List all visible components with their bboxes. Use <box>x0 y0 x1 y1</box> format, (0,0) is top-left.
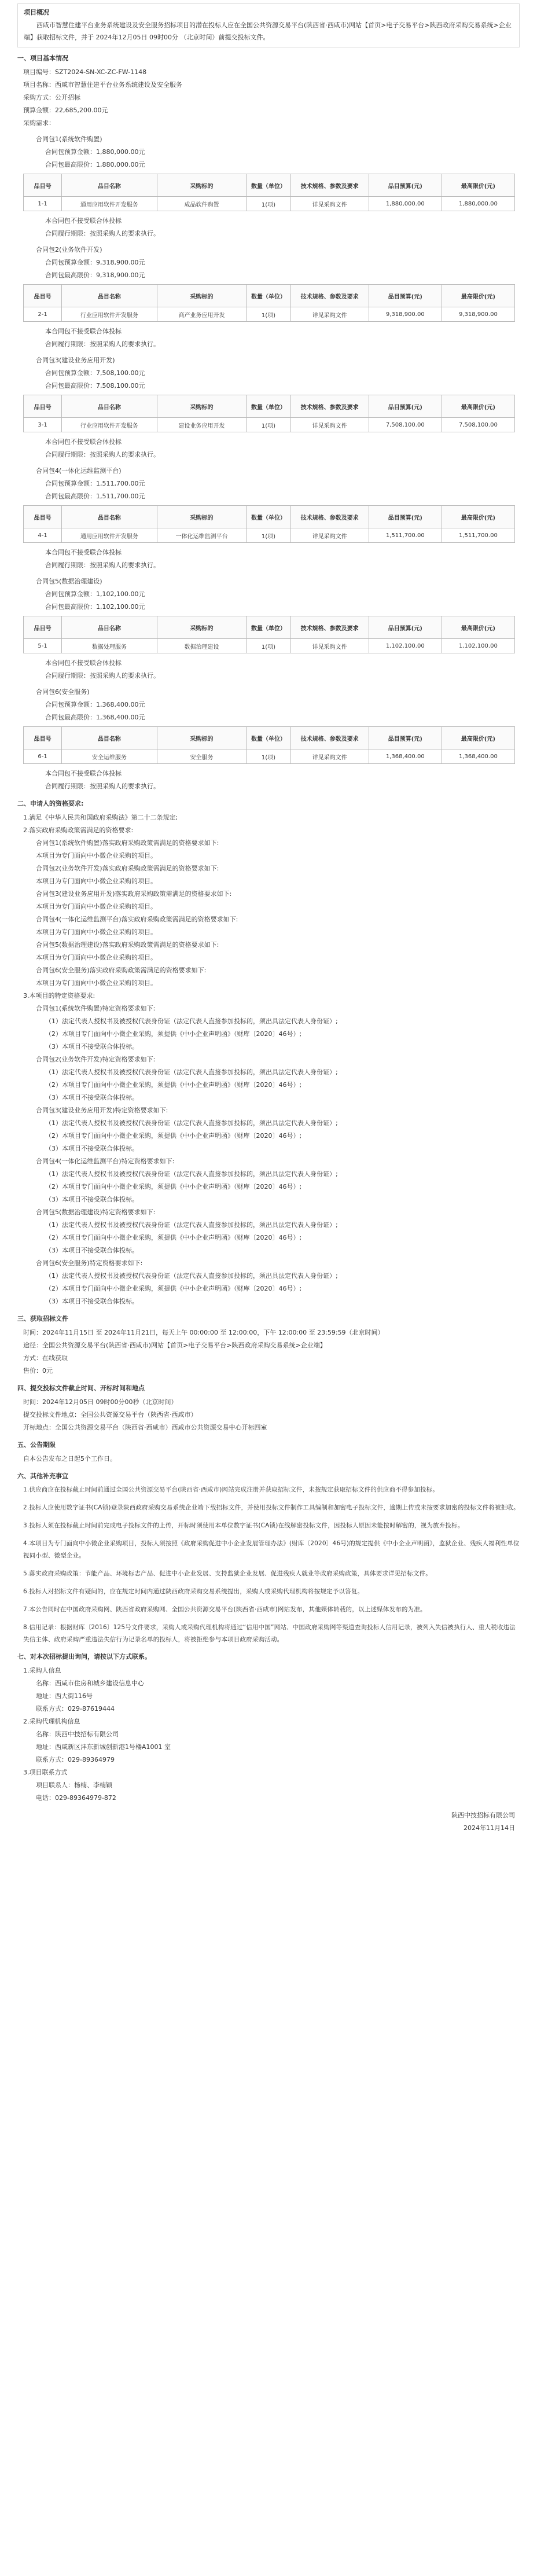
qualification-line: 合同包2(业务软件开发)特定资格要求如下: <box>36 1056 156 1063</box>
column-header: 品目名称 <box>62 285 157 307</box>
column-header: 数量（单位） <box>247 285 290 307</box>
column-header: 品目号 <box>24 174 62 197</box>
table-cell: 5-1 <box>24 639 62 653</box>
table-cell: 1,102,100.00 <box>369 639 442 653</box>
column-header: 品目名称 <box>62 395 157 418</box>
lot-table <box>23 726 515 764</box>
qualification-line: 合同包6(安全服务)落实政府采购政策需满足的资格要求如下: <box>36 967 207 974</box>
table-cell: 行业应用软件开发服务 <box>62 418 157 432</box>
section-5-title: 五、公告期限 <box>17 1441 56 1449</box>
qualification-line: 合同包2(业务软件开发)落实政府采购政策需满足的资格要求如下: <box>36 865 219 872</box>
lot-table <box>23 616 515 653</box>
column-header: 技术规格、参数及要求 <box>290 506 369 528</box>
qualification-line: （2）本项目专门面向中小微企业采购，须提供《中小企业声明函》（财库〔2020〕46号）; <box>45 1234 302 1241</box>
column-header: 采购标的 <box>157 285 247 307</box>
qualification-line: （1）法定代表人授权书及被授权代表身份证（法定代表人直接参加投标的，须出具法定代表人身份证）; <box>45 1170 338 1178</box>
supplement-paragraph: 3.投标人须在投标截止时间前完成电子投标文件的上传，开标时须使用本单位数字证书(CA锁)在线解密投标文件，因投标人原因未能按时解密的，视为放弃投标。 <box>23 1522 464 1529</box>
column-header: 品目号 <box>24 285 62 307</box>
qualification-line: 本项目为专门面向中小微企业采购的项目。 <box>36 928 157 936</box>
supplement-paragraph: 2.投标人应使用数字证书(CA锁)登录陕西政府采购交易系统企业端下载招标文件，并使用投标文件制作工具编制和加密电子投标文件，逾期上传或未按要求加密的投标文件将被拒收。 <box>23 1504 520 1511</box>
qualification-line: 合同包3(建设业务应用开发)落实政府采购政策需满足的资格要求如下: <box>36 890 232 898</box>
lot-cap: 合同包最高限价：1,102,100.00元 <box>45 603 145 611</box>
table-cell: 9,318,900.00 <box>442 307 514 322</box>
table-header-row <box>24 174 515 197</box>
footer-org: 陕西中技招标有限公司 <box>451 1811 515 1819</box>
qualification-line: （3）本项目不接受联合体投标。 <box>45 1247 138 1254</box>
qualification-line: 本项目为专门面向中小微企业采购的项目。 <box>36 852 157 859</box>
column-header: 技术规格、参数及要求 <box>290 285 369 307</box>
footer-date: 2024年11月14日 <box>464 1824 515 1832</box>
table-cell: 一体化运维监测平台 <box>157 528 247 543</box>
section-1-title: 一、项目基本情况 <box>17 54 68 62</box>
supplement-paragraph: 7.本公告同时在中国政府采购网、陕西省政府采购网、全国公共资源交易平台(陕西省·西咸市)网站发布，其他媒体转载的，以上述媒体发布的为准。 <box>23 1606 426 1613</box>
table-cell: 安全服务 <box>157 749 247 764</box>
lot-table <box>23 505 515 543</box>
purchaser-name: 名称：西咸市住房和城乡建设信息中心 <box>36 1680 144 1687</box>
qualification-line: （2）本项目专门面向中小微企业采购，须提供《中小企业声明函》（财库〔2020〕46号）; <box>45 1132 302 1140</box>
table-cell: 成品软件购置 <box>157 197 247 211</box>
open-place: 开标地点：全国公共资源交易平台（陕西省·西咸市）西咸市公共资源交易中心开标四室 <box>23 1424 267 1431</box>
agent-address: 地址：西咸新区沣东新城创新港1号楼A1001 室 <box>36 1743 171 1751</box>
lot-name: 合同包2(业务软件开发) <box>36 246 102 253</box>
qualification-line: 合同包5(数据治理建设)落实政府采购政策需满足的资格要求如下: <box>36 941 219 949</box>
qualification-line: 本项目为专门面向中小微企业采购的项目。 <box>36 877 157 885</box>
qualification-line: （2）本项目专门面向中小微企业采购，须提供《中小企业声明函》（财库〔2020〕46号）; <box>45 1030 302 1038</box>
table-cell: 1(项) <box>247 639 290 653</box>
contact-heading: 3.项目联系方式 <box>23 1769 68 1776</box>
column-header: 数量（单位） <box>247 506 290 528</box>
lot-term: 合同履行期限：按照采购人的要求执行。 <box>45 451 160 458</box>
agent-heading: 2.采购代理机构信息 <box>23 1718 80 1725</box>
column-header: 品目号 <box>24 395 62 418</box>
column-header: 数量（单位） <box>247 616 290 639</box>
table-cell: 9,318,900.00 <box>369 307 442 322</box>
lot-cap: 合同包最高限价：1,880,000.00元 <box>45 161 145 168</box>
column-header: 采购标的 <box>157 616 247 639</box>
column-header: 数量（单位） <box>247 727 290 749</box>
qualification-line: （2）本项目专门面向中小微企业采购，须提供《中小企业声明函》（财库〔2020〕46号）; <box>45 1285 302 1292</box>
table-cell: 商产业务应用开发 <box>157 307 247 322</box>
contact-phone: 电话：029-89364979-872 <box>36 1794 116 1802</box>
table-cell: 1,880,000.00 <box>369 197 442 211</box>
supplement-paragraph: 5.落实政府采购政策：节能产品、环境标志产品、促进中小企业发展、支持监狱企业发展、促进残疾人就业等政府采购政策，具体要求详见招标文件。 <box>23 1570 432 1577</box>
lot-term: 合同履行期限：按照采购人的要求执行。 <box>45 230 160 237</box>
table-row <box>24 197 515 211</box>
lot-term: 合同履行期限：按照采购人的要求执行。 <box>45 782 160 790</box>
table-cell: 1(项) <box>247 418 290 432</box>
supplement-paragraph: 8.信用记录：根据财库〔2016〕125号文件要求，采购人或采购代理机构将通过“信用中国”网站、中国政府采购网等渠道查询投标人信用记录，被列入失信被执行人、重大税收违法失信主体、政府采购严重违法失信行为记录名单的投标人，将被拒绝参与本项目政府采购活动。 <box>23 1624 516 1643</box>
lots-container <box>17 133 520 793</box>
table-cell: 1,368,400.00 <box>442 749 514 764</box>
qualification-line: （3）本项目不接受联合体投标。 <box>45 1298 138 1305</box>
purchase-requirement: 采购需求： <box>23 119 55 127</box>
project-name: 项目名称：西咸市智慧住建平台业务系统建设及安全服务 <box>23 81 182 89</box>
column-header: 最高限价(元) <box>442 616 514 639</box>
table-row <box>24 749 515 764</box>
table-cell: 详见采购文件 <box>290 307 369 322</box>
purchaser-phone: 联系方式：029-87619444 <box>36 1705 115 1713</box>
column-header: 最高限价(元) <box>442 727 514 749</box>
qualification-line: 本项目为专门面向中小微企业采购的项目。 <box>36 979 157 987</box>
deadline-time: 时间：2024年12月05日 09时00分00秒（北京时间） <box>23 1398 178 1406</box>
supplement-paragraph: 6.投标人对招标文件有疑问的，应在规定时间内通过陕西政府采购交易系统提出，采购人或采购代理机构将按规定予以答复。 <box>23 1588 364 1595</box>
table-header-row <box>24 727 515 749</box>
column-header: 技术规格、参数及要求 <box>290 616 369 639</box>
column-header: 采购标的 <box>157 395 247 418</box>
lot-consortium: 本合同包不接受联合体投标 <box>45 770 122 777</box>
column-header: 技术规格、参数及要求 <box>290 395 369 418</box>
column-header: 数量（单位） <box>247 395 290 418</box>
qualification-list <box>17 811 520 1308</box>
table-row <box>24 528 515 543</box>
column-header: 品目名称 <box>62 506 157 528</box>
qualification-line: （2）本项目专门面向中小微企业采购，须提供《中小企业声明函》（财库〔2020〕46号）; <box>45 1081 302 1089</box>
purchaser-address: 地址：西大街116号 <box>36 1692 93 1700</box>
qualification-line: 合同包4(一体化运维监测平台)落实政府采购政策需满足的资格要求如下: <box>36 916 238 923</box>
overview-text: 西咸市智慧住建平台业务系统建设及安全服务招标项目的潜在投标人应在全国公共资源交易平台(陕西省·西咸市)网站【首页>电子交易平台>陕西政府采购交易系统>企业端】获取招标文件，并于 2024年12月05日 09时00分 （北京时间）前提交投标文件。 <box>24 21 512 41</box>
lot-term: 合同履行期限：按照采购人的要求执行。 <box>45 672 160 679</box>
lot-consortium: 本合同包不接受联合体投标 <box>45 438 122 446</box>
announcement-page <box>17 0 520 1835</box>
get-doc-price: 售价：0元 <box>23 1367 53 1375</box>
column-header: 品目预算(元) <box>369 506 442 528</box>
column-header: 品目预算(元) <box>369 174 442 197</box>
table-cell: 通用应用软件开发服务 <box>62 197 157 211</box>
table-header-row <box>24 395 515 418</box>
table-cell: 1,102,100.00 <box>442 639 514 653</box>
table-cell: 行业应用软件开发服务 <box>62 307 157 322</box>
lot-term: 合同履行期限：按照采购人的要求执行。 <box>45 561 160 569</box>
lot-name: 合同包3(建设业务应用开发) <box>36 357 115 364</box>
lot-table <box>23 284 515 322</box>
lot-name: 合同包1(系统软件购置) <box>36 135 102 143</box>
qualification-line: 合同包3(建设业务应用开发)特定资格要求如下: <box>36 1107 168 1114</box>
column-header: 品目预算(元) <box>369 395 442 418</box>
lot-name: 合同包5(数据治理建设) <box>36 578 102 585</box>
qualification-line: （2）本项目专门面向中小微企业采购，须提供《中小企业声明函》（财库〔2020〕46号）; <box>45 1183 302 1190</box>
column-header: 品目号 <box>24 506 62 528</box>
lot-cap: 合同包最高限价：9,318,900.00元 <box>45 271 145 279</box>
table-cell: 3-1 <box>24 418 62 432</box>
qualification-line: 本项目为专门面向中小微企业采购的项目。 <box>36 954 157 961</box>
column-header: 最高限价(元) <box>442 174 514 197</box>
column-header: 品目名称 <box>62 174 157 197</box>
table-cell: 1(项) <box>247 749 290 764</box>
qualification-line: 合同包1(系统软件购置)落实政府采购政策需满足的资格要求如下: <box>36 839 219 847</box>
section-6-title: 六、其他补充事宜 <box>17 1472 68 1480</box>
table-header-row <box>24 285 515 307</box>
lot-table <box>23 395 515 432</box>
lot-budget: 合同包预算金额：1,368,400.00元 <box>45 701 145 708</box>
table-cell: 6-1 <box>24 749 62 764</box>
submit-place: 提交投标文件地点：全国公共资源交易平台（陕西省·西咸市） <box>23 1411 197 1419</box>
table-cell: 1(项) <box>247 307 290 322</box>
qualification-line: （3）本项目不接受联合体投标。 <box>45 1145 138 1152</box>
table-cell: 数据治理建设 <box>157 639 247 653</box>
column-header: 品目预算(元) <box>369 616 442 639</box>
lot-budget: 合同包预算金额：1,511,700.00元 <box>45 480 145 487</box>
lot-budget: 合同包预算金额：7,508,100.00元 <box>45 369 145 377</box>
column-header: 品目号 <box>24 616 62 639</box>
table-cell: 详见采购文件 <box>290 528 369 543</box>
agent-name: 名称：陕西中技招标有限公司 <box>36 1730 119 1738</box>
qualification-line: （1）法定代表人授权书及被授权代表身份证（法定代表人直接参加投标的，须出具法定代表人身份证）; <box>45 1119 338 1127</box>
lot-consortium: 本合同包不接受联合体投标 <box>45 328 122 335</box>
table-header-row <box>24 616 515 639</box>
lot-term: 合同履行期限：按照采购人的要求执行。 <box>45 340 160 348</box>
qualification-line: 合同包1(系统软件购置)特定资格要求如下: <box>36 1005 156 1012</box>
qualification-line: （3）本项目不接受联合体投标。 <box>45 1094 138 1101</box>
table-cell: 2-1 <box>24 307 62 322</box>
lot-cap: 合同包最高限价：1,511,700.00元 <box>45 493 145 500</box>
section-7-title: 七、对本次招标提出询问，请按以下方式联系。 <box>17 1653 151 1660</box>
column-header: 最高限价(元) <box>442 285 514 307</box>
table-cell: 1,511,700.00 <box>369 528 442 543</box>
table-row <box>24 307 515 322</box>
supplement-paragraph: 1.供应商应在投标截止时间前通过全国公共资源交易平台(陕西省·西咸市)网站完成注册并获取招标文件，未按规定获取招标文件的供应商不得参加投标。 <box>23 1486 439 1493</box>
lot-budget: 合同包预算金额：9,318,900.00元 <box>45 259 145 266</box>
column-header: 技术规格、参数及要求 <box>290 174 369 197</box>
section-4-title: 四、提交投标文件截止时间、开标时间和地点 <box>17 1384 145 1392</box>
table-cell: 数据处理服务 <box>62 639 157 653</box>
qualification-line: 2.落实政府采购政策需满足的资格要求: <box>23 826 134 834</box>
column-header: 采购标的 <box>157 727 247 749</box>
column-header: 采购标的 <box>157 506 247 528</box>
qualification-line: （1）法定代表人授权书及被授权代表身份证（法定代表人直接参加投标的，须出具法定代表人身份证）; <box>45 1068 338 1076</box>
qualification-line: 3.本项目的特定资格要求: <box>23 992 95 999</box>
lot-name: 合同包6(安全服务) <box>36 688 90 696</box>
column-header: 品目名称 <box>62 727 157 749</box>
column-header: 品目名称 <box>62 616 157 639</box>
qualification-line: 本项目为专门面向中小微企业采购的项目。 <box>36 903 157 910</box>
column-header: 技术规格、参数及要求 <box>290 727 369 749</box>
overview-title: 项目概况 <box>24 9 49 16</box>
contact-person: 项目联系人：杨楠、李楠颖 <box>36 1781 112 1789</box>
column-header: 采购标的 <box>157 174 247 197</box>
overview-box <box>17 3 520 47</box>
get-doc-time: 时间：2024年11月15日 至 2024年11月21日，每天上午 00:00:00 至 12:00:00，下午 12:00:00 至 23:59:59（北京时间） <box>23 1329 384 1336</box>
table-cell: 1(项) <box>247 528 290 543</box>
table-cell: 1-1 <box>24 197 62 211</box>
qualification-line: （1）法定代表人授权书及被授权代表身份证（法定代表人直接参加投标的，须出具法定代表人身份证）; <box>45 1017 338 1025</box>
qualification-line: 合同包4(一体化运维监测平台)特定资格要求如下: <box>36 1157 175 1165</box>
section-3-title: 三、获取招标文件 <box>17 1315 68 1322</box>
lot-consortium: 本合同包不接受联合体投标 <box>45 659 122 667</box>
lot-name: 合同包4(一体化运维监测平台) <box>36 467 122 475</box>
supplement-list <box>17 1484 520 1646</box>
table-cell: 7,508,100.00 <box>442 418 514 432</box>
table-cell: 4-1 <box>24 528 62 543</box>
lot-cap: 合同包最高限价：1,368,400.00元 <box>45 714 145 721</box>
column-header: 品目号 <box>24 727 62 749</box>
project-no: 项目编号：SZT2024-SN-XC-ZC-FW-1148 <box>23 68 147 76</box>
qualification-line: （1）法定代表人授权书及被授权代表身份证（法定代表人直接参加投标的，须出具法定代表人身份证）; <box>45 1272 338 1280</box>
table-cell: 建设业务应用开发 <box>157 418 247 432</box>
table-cell: 详见采购文件 <box>290 749 369 764</box>
lot-consortium: 本合同包不接受联合体投标 <box>45 549 122 556</box>
qualification-line: （3）本项目不接受联合体投标。 <box>45 1196 138 1203</box>
table-header-row <box>24 506 515 528</box>
get-doc-way: 方式：在线获取 <box>23 1354 68 1362</box>
purchaser-heading: 1.采购人信息 <box>23 1667 61 1674</box>
purchase-method: 采购方式：公开招标 <box>23 94 80 101</box>
table-cell: 7,508,100.00 <box>369 418 442 432</box>
get-doc-place: 途径：全国公共资源交易平台(陕西省·西咸市)网站【首页>电子交易平台>陕西政府采购交易系统>企业端】 <box>23 1342 326 1349</box>
qualification-line: （3）本项目不接受联合体投标。 <box>45 1043 138 1050</box>
table-cell: 通用应用软件开发服务 <box>62 528 157 543</box>
lot-cap: 合同包最高限价：7,508,100.00元 <box>45 382 145 389</box>
table-row <box>24 639 515 653</box>
column-header: 品目预算(元) <box>369 727 442 749</box>
table-cell: 详见采购文件 <box>290 418 369 432</box>
column-header: 品目预算(元) <box>369 285 442 307</box>
qualification-line: 合同包6(安全服务)特定资格要求如下: <box>36 1259 143 1267</box>
table-cell: 1,368,400.00 <box>369 749 442 764</box>
table-row <box>24 418 515 432</box>
table-cell: 1(项) <box>247 197 290 211</box>
qualification-line: （1）法定代表人授权书及被授权代表身份证（法定代表人直接参加投标的，须出具法定代表人身份证）; <box>45 1221 338 1229</box>
lot-consortium: 本合同包不接受联合体投标 <box>45 217 122 225</box>
budget-amount: 预算金额：22,685,200.00元 <box>23 106 108 114</box>
table-cell: 1,511,700.00 <box>442 528 514 543</box>
lot-budget: 合同包预算金额：1,102,100.00元 <box>45 590 145 598</box>
lot-table <box>23 174 515 211</box>
qualification-line: 1.满足《中华人民共和国政府采购法》第二十二条规定; <box>23 814 178 821</box>
notice-period: 自本公告发布之日起5个工作日。 <box>23 1455 116 1462</box>
qualification-line: 合同包5(数据治理建设)特定资格要求如下: <box>36 1208 156 1216</box>
table-cell: 详见采购文件 <box>290 639 369 653</box>
table-cell: 详见采购文件 <box>290 197 369 211</box>
column-header: 最高限价(元) <box>442 506 514 528</box>
supplement-paragraph: 4.本项目为专门面向中小微企业采购项目，投标人须按照《政府采购促进中小企业发展管理办法》(财库〔2020〕46号)的规定提供《中小企业声明函》，监狱企业、残疾人福利性单位视同小型、微型企业。 <box>23 1540 520 1559</box>
table-cell: 1,880,000.00 <box>442 197 514 211</box>
lot-budget: 合同包预算金额：1,880,000.00元 <box>45 148 145 156</box>
table-cell: 安全运维服务 <box>62 749 157 764</box>
column-header: 最高限价(元) <box>442 395 514 418</box>
column-header: 数量（单位） <box>247 174 290 197</box>
section-2-title: 二、申请人的资格要求: <box>17 800 84 807</box>
agent-phone: 联系方式：029-89364979 <box>36 1756 115 1763</box>
